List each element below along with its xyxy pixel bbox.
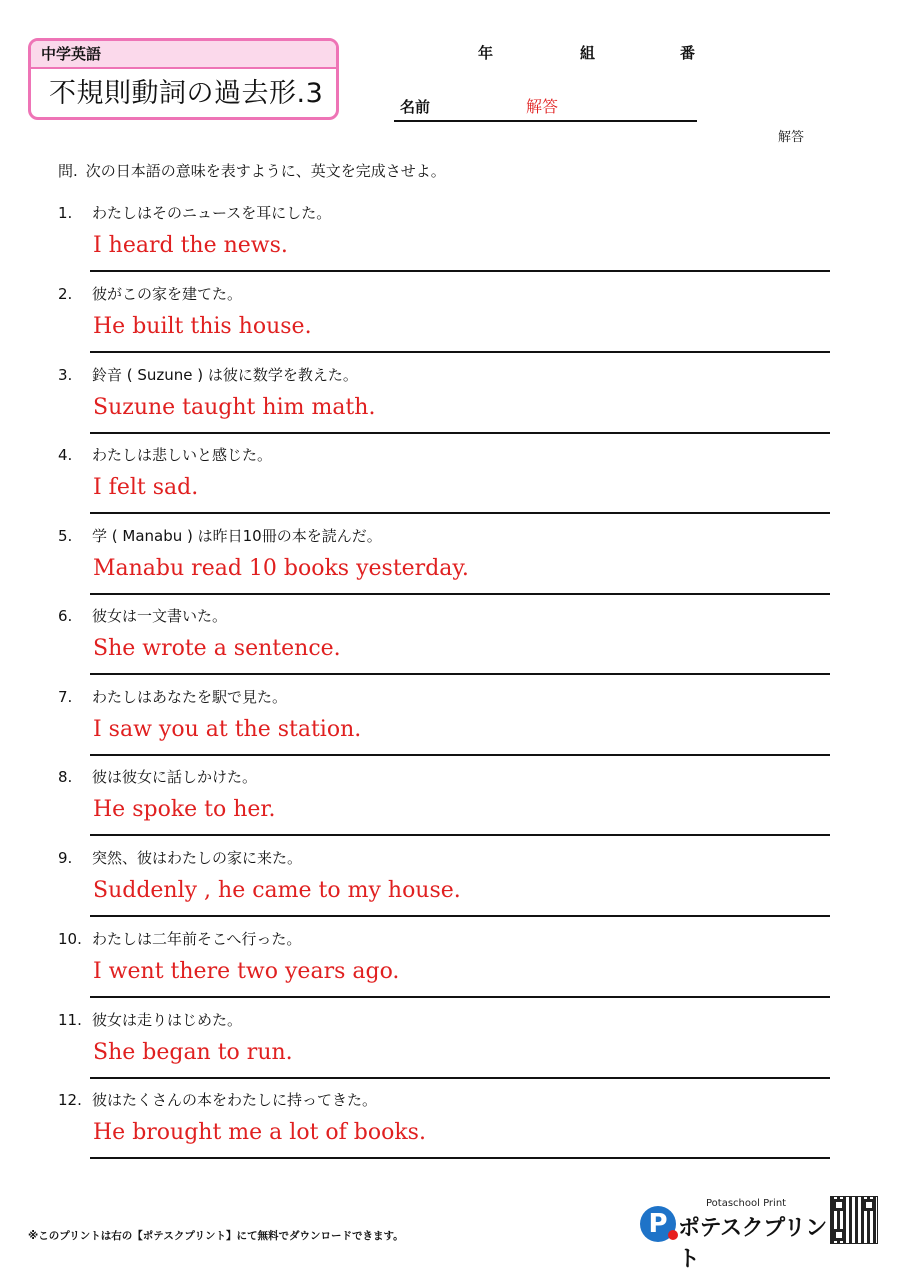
answer-text: He spoke to her. bbox=[93, 797, 276, 822]
answer-line bbox=[90, 754, 830, 756]
question-number: 5. bbox=[58, 527, 73, 545]
logo-brand: ポテスクプリント bbox=[678, 1216, 827, 1272]
answer-line bbox=[90, 512, 830, 514]
answer-line bbox=[90, 351, 830, 353]
subject-label: 中学英語 bbox=[31, 41, 336, 69]
answer-line bbox=[90, 1077, 830, 1079]
question-item bbox=[58, 1089, 830, 1169]
answer-line bbox=[90, 834, 830, 836]
name-label: 名前 bbox=[400, 98, 431, 116]
question-item bbox=[58, 605, 830, 685]
page-title: 不規則動詞の過去形.3 bbox=[49, 78, 324, 109]
question-number: 11. bbox=[58, 1011, 82, 1029]
question-number: 6. bbox=[58, 607, 73, 625]
question-item bbox=[58, 202, 830, 282]
question-item bbox=[58, 444, 830, 524]
footer-note: ※このプリントは右の【ポテスクプリント】にて無料でダウンロードできます。 bbox=[28, 1230, 404, 1242]
number-label: 番 bbox=[680, 44, 696, 62]
answer-tag: 解答 bbox=[778, 130, 805, 145]
instruction bbox=[58, 160, 446, 181]
answer-text: I went there two years ago. bbox=[93, 959, 400, 984]
question-item bbox=[58, 928, 830, 1008]
question-prompt: わたしはそのニュースを耳にした。 bbox=[92, 204, 332, 222]
question-number: 9. bbox=[58, 849, 73, 867]
class-label: 組 bbox=[580, 44, 596, 62]
logo-p-icon: P bbox=[640, 1206, 676, 1242]
answer-text: I heard the news. bbox=[93, 233, 288, 258]
question-prompt: 彼女は一文書いた。 bbox=[92, 607, 228, 625]
answer-text: Suddenly , he came to my house. bbox=[93, 878, 461, 903]
answer-text: She began to run. bbox=[93, 1040, 293, 1065]
question-prompt: 鈴音 ( Suzune ) は彼に数学を教えた。 bbox=[92, 366, 358, 384]
question-item bbox=[58, 847, 830, 927]
logo-dot-icon bbox=[668, 1230, 678, 1240]
question-number: 10. bbox=[58, 930, 82, 948]
instruction-text: 次の日本語の意味を表すように、英文を完成させよ。 bbox=[85, 162, 446, 180]
question-number: 8. bbox=[58, 768, 73, 786]
potaschool-logo[interactable] bbox=[640, 1198, 830, 1272]
answer-text: He built this house. bbox=[93, 314, 312, 339]
question-item bbox=[58, 686, 830, 766]
question-number: 3. bbox=[58, 366, 73, 384]
answer-line bbox=[90, 673, 830, 675]
question-prompt: わたしはあなたを駅で見た。 bbox=[92, 688, 288, 706]
question-prompt: わたしは二年前そこへ行った。 bbox=[92, 930, 302, 948]
question-prompt: 突然、彼はわたしの家に来た。 bbox=[92, 849, 303, 867]
answer-line bbox=[90, 1157, 830, 1159]
answer-text: Suzune taught him math. bbox=[93, 395, 376, 420]
answer-text: I saw you at the station. bbox=[93, 717, 362, 742]
question-number: 7. bbox=[58, 688, 73, 706]
question-number: 2. bbox=[58, 285, 73, 303]
question-item bbox=[58, 364, 830, 444]
answer-text: He brought me a lot of books. bbox=[93, 1120, 426, 1145]
question-number: 1. bbox=[58, 204, 73, 222]
question-item bbox=[58, 766, 830, 846]
name-field bbox=[394, 96, 697, 122]
question-prompt: 学 ( Manabu ) は昨日10冊の本を読んだ。 bbox=[92, 527, 382, 545]
question-prompt: 彼は彼女に話しかけた。 bbox=[92, 768, 258, 786]
question-number: 4. bbox=[58, 446, 73, 464]
instruction-prefix: 問. bbox=[58, 162, 78, 180]
question-item bbox=[58, 525, 830, 605]
logo-subtitle: Potaschool Print bbox=[706, 1198, 787, 1209]
question-prompt: わたしは悲しいと感じた。 bbox=[92, 446, 273, 464]
grade-label: 年 bbox=[478, 44, 494, 62]
question-prompt: 彼はたくさんの本をわたしに持ってきた。 bbox=[92, 1091, 378, 1109]
qr-code-icon[interactable] bbox=[830, 1196, 878, 1244]
answer-text: She wrote a sentence. bbox=[93, 636, 341, 661]
question-prompt: 彼女は走りはじめた。 bbox=[92, 1011, 243, 1029]
question-number: 12. bbox=[58, 1091, 82, 1109]
answer-line bbox=[90, 915, 830, 917]
question-prompt: 彼がこの家を建てた。 bbox=[92, 285, 243, 303]
answer-line bbox=[90, 996, 830, 998]
title-box bbox=[28, 38, 339, 120]
answer-text: Manabu read 10 books yesterday. bbox=[93, 556, 469, 581]
answer-line bbox=[90, 593, 830, 595]
name-value: 解答 bbox=[526, 97, 559, 116]
question-item bbox=[58, 283, 830, 363]
answer-line bbox=[90, 270, 830, 272]
answer-text: I felt sad. bbox=[93, 475, 199, 500]
question-item bbox=[58, 1009, 830, 1089]
answer-line bbox=[90, 432, 830, 434]
